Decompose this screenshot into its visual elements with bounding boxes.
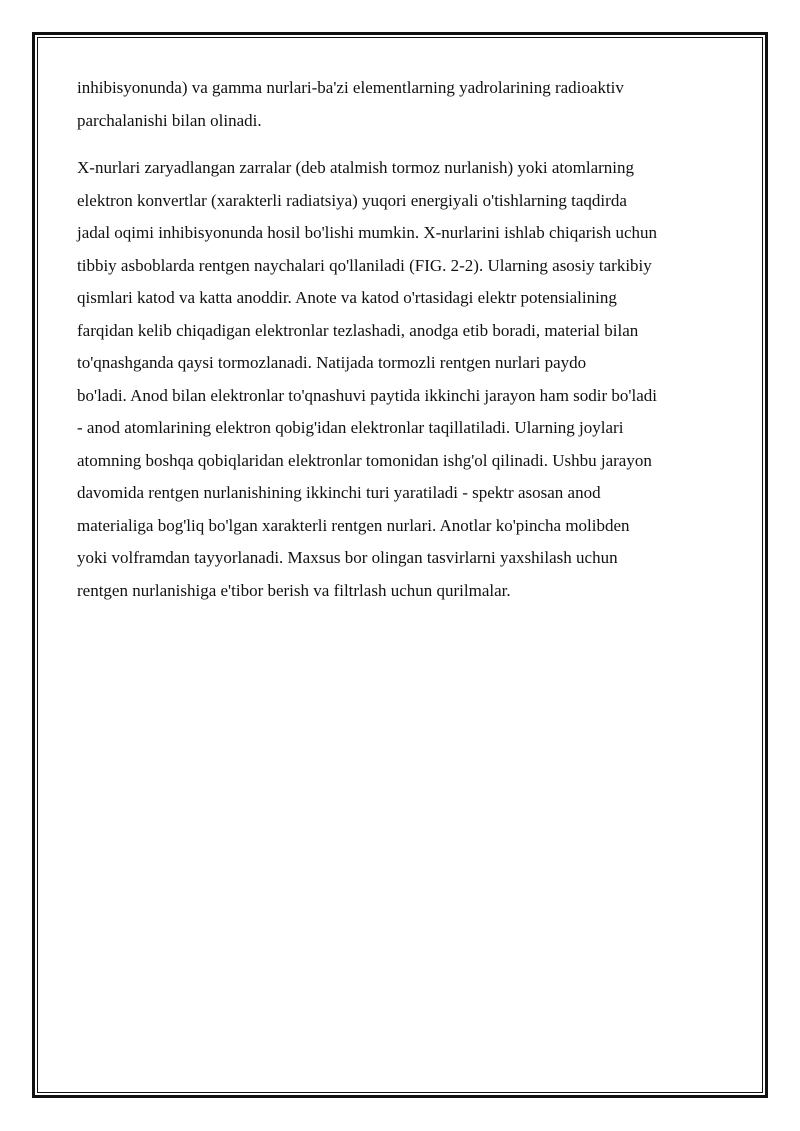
text-line: X-nurlari zaryadlangan zarralar (deb atalmish tormoz nurlanish) yoki atomlarning [77,158,635,177]
text-line: elektron konvertlar (xarakterli radiatsiya) yuqori energiyali o'tishlarning taqdirda [77,190,627,210]
text-line: inhibisyonunda) va gamma nurlari-ba'zi elementlarning yadrolarining radioaktiv [77,78,624,97]
text-line: to'qnashganda qaysi tormozlanadi. Natijada tormozli rentgen nurlari paydo [77,353,587,372]
text-line: davomida rentgen nurlanishining ikkinchi turi yaratiladi - spektr asosan anod [77,483,601,502]
text-line: - anod atomlarining elektron qobig'idan elektronlar taqillatiladi. Ularning joylari [77,418,624,437]
text-line: atomning boshqa qobiqlaridan elektronlar tomonidan ishg'ol qilinadi. Ushbu jarayon [77,450,652,470]
text-line: parchalanishi bilan olinadi. [77,110,262,130]
text-line: rentgen nurlanishiga e'tibor berish va filtrlash uchun qurilmalar. [77,580,511,600]
text-line: farqidan kelib chiqadigan elektronlar tezlashadi, anodga etib boradi, material bilan [77,320,639,340]
text-line: bo'ladi. Anod bilan elektronlar to'qnashuvi paytida ikkinchi jarayon ham sodir bo'ladi [77,385,657,405]
paragraph-1 [77,72,727,137]
text-line: yoki volframdan tayyorlanadi. Maxsus bor olingan tasvirlarni yaxshilash uchun [77,548,618,567]
text-line: jadal oqimi inhibisyonunda hosil bo'lishi mumkin. X-nurlarini ishlab chiqarish uchun [77,223,658,242]
text-line: tibbiy asboblarda rentgen naychalari qo'llaniladi (FIG. 2-2). Ularning asosiy tarkibiy [77,255,652,275]
paragraph-2 [77,152,727,607]
document-body [77,72,727,607]
text-line: qismlari katod va katta anoddir. Anote va katod o'rtasidagi elektr potensialining [77,288,617,307]
text-line: materialiga bog'liq bo'lgan xarakterli rentgen nurlari. Anotlar ko'pincha molibden [77,515,630,535]
